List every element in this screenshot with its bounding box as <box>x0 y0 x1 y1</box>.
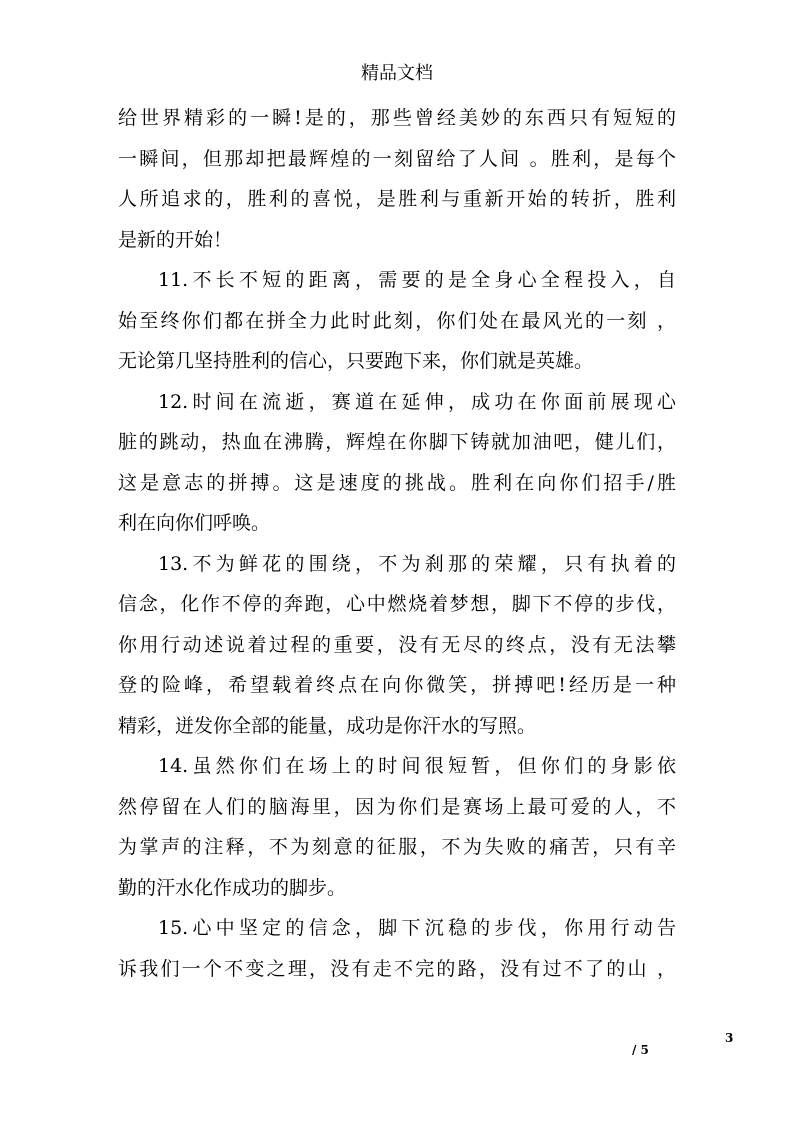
text-line: 这是意志的拼搏。这是速度的挑战。胜利在向你们招手/胜 <box>118 471 676 494</box>
page-number: 3 <box>725 1031 734 1045</box>
text-line: 人所追求的，胜利的喜悦，是胜利与重新开始的转折，胜利 <box>118 188 676 210</box>
text-line: 一瞬间，但那却把最辉煌的一刻留给了人间 。胜利，是每个 <box>118 147 676 170</box>
page-header-title: 精品文档 <box>361 63 433 84</box>
text-line: 给世界精彩的一瞬!是的，那些曾经美妙的东西只有短短的 <box>118 107 676 129</box>
text-line: 14.虽然你们在场上的时间很短暂，但你们的身影依 <box>158 755 676 777</box>
text-line: 登的险峰，希望载着终点在向你微笑，拼搏吧!经历是一种 <box>118 674 676 696</box>
text-line: 精彩，迸发你全部的能量，成功是你汗水的写照。 <box>118 714 537 737</box>
text-line: 信念，化作不停的奔跑，心中燃烧着梦想，脚下不停的步伐， <box>118 593 676 615</box>
page-total: / 5 <box>632 1043 649 1057</box>
text-line: 始至终你们都在拼全力此时此刻，你们处在最风光的一刻 ， <box>118 309 676 332</box>
text-line: 脏的跳动，热血在沸腾，辉煌在你脚下铸就加油吧，健儿们， <box>118 431 676 453</box>
text-line: 15.心中坚定的信念，脚下沉稳的步伐，你用行动告 <box>158 917 676 939</box>
text-line: 13.不为鲜花的围绕，不为刹那的荣耀，只有执着的 <box>158 552 676 575</box>
document-body <box>118 98 676 989</box>
text-line: 然停留在人们的脑海里，因为你们是赛场上最可爱的人，不 <box>118 795 676 818</box>
text-line: 诉我们一个不变之理，没有走不完的路，没有过不了的山 ， <box>118 957 676 980</box>
text-line: 无论第几坚持胜利的信心，只要跑下来，你们就是英雄。 <box>118 350 594 372</box>
text-line: 勤的汗水化作成功的脚步。 <box>118 876 347 899</box>
text-line: 利在向你们呼唤。 <box>118 512 271 534</box>
text-line: 12.时间在流逝，赛道在延伸，成功在你面前展现心 <box>158 390 676 413</box>
text-line: 11.不长不短的距离，需要的是全身心全程投入，自 <box>158 269 676 291</box>
text-line: 为掌声的注释，不为刻意的征服，不为失败的痛苦，只有辛 <box>118 836 676 858</box>
text-line: 你用行动述说着过程的重要，没有无尽的终点，没有无法攀 <box>118 633 676 656</box>
text-line: 是新的开始！ <box>118 228 233 251</box>
